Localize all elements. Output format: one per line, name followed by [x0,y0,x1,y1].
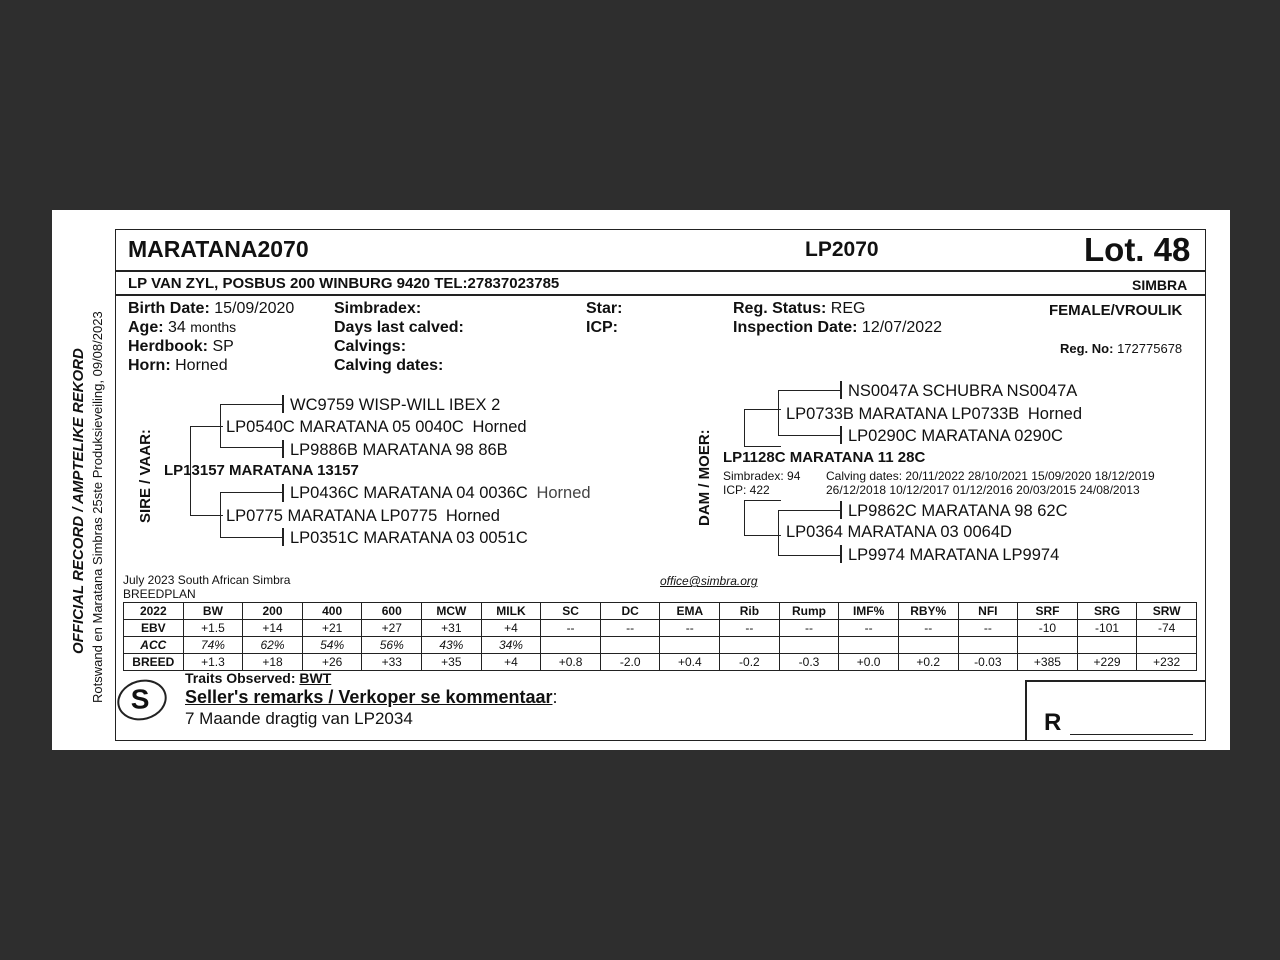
dam-dam-dam: LP9974 MARATANA LP9974 [848,546,1060,564]
traits-table [123,602,1197,671]
table-cell: +1.5 [183,620,243,637]
dam-sire [786,405,1082,424]
dam-sire-sire: NS0047A SCHUBRA NS0047A [848,382,1078,400]
table-cell [660,637,720,654]
dam-tick-2 [840,426,842,444]
breed-label: SIMBRA [1132,277,1188,293]
table-cell: +4 [481,620,541,637]
auction-label: Rotswand en Maratana Simbras 25ste Produksieveiling, 09/08/2023 [90,311,105,703]
sire-sire-name: LP0540C MARATANA 05 0040C [226,418,464,436]
table-cell: +33 [362,654,422,671]
reg-number [1060,341,1182,356]
table-cell: +1.3 [183,654,243,671]
table-cell: +385 [1018,654,1078,671]
table-cell: +27 [362,620,422,637]
sire-dam [226,507,500,526]
table-cell [720,637,780,654]
dam-label: DAM / MOER: [696,429,713,526]
herdbook-value: SP [212,338,234,355]
dam-sire-name: LP0733B MARATANA LP0733B [786,405,1020,423]
table-cell [779,637,839,654]
table-cell: 56% [362,637,422,654]
reg-status-label: Reg. Status: [733,300,827,317]
dam-calving-dates-2: 26/12/2018 10/12/2017 01/12/2016 20/03/2015 24/08/2013 [826,483,1140,497]
table-cell: 2022 [124,603,184,620]
sire-dam-note: Horned [445,507,500,525]
birth-date-label: Birth Date: [128,300,210,317]
horn-label: Horn: [128,357,171,374]
table-cell [1018,637,1078,654]
owner-divider [115,294,1206,296]
reg-number-value: 172775678 [1117,341,1183,356]
table-cell: +14 [243,620,303,637]
table-cell: RBY% [898,603,958,620]
horn-value: Horned [175,357,228,374]
table-cell: SRF [1018,603,1078,620]
table-cell: 74% [183,637,243,654]
dam-calving-dates-1: Calving dates: 20/11/2022 28/10/2021 15/09/2020 18/12/2019 [826,469,1155,483]
sire-dam-sire [290,484,591,503]
sire-dam-name: LP0775 MARATANA LP0775 [226,507,438,525]
table-cell: 34% [481,637,541,654]
inspection-date-value: 12/07/2022 [861,319,942,336]
table-cell: -- [779,620,839,637]
table-cell: MILK [481,603,541,620]
herdbook-label: Herdbook: [128,338,208,355]
horn [128,357,228,375]
table-cell [1077,637,1137,654]
inspection-date-label: Inspection Date: [733,319,858,336]
birth-date [128,300,294,318]
table-cell: +0.2 [898,654,958,671]
table-cell: -0.2 [720,654,780,671]
price-box-left [1025,680,1027,741]
table-cell: BW [183,603,243,620]
traits-observed-label: Traits Observed: [185,670,296,686]
age-unit: months [190,319,237,335]
animal-name: MARATANA2070 [128,236,309,262]
animal-id: LP2070 [805,238,879,261]
sire-dam-tick-3 [282,528,284,546]
sex-label: FEMALE/VROULIK [1049,302,1183,319]
remarks-heading [185,687,558,708]
owner-address: LP VAN ZYL, POSBUS 200 WINBURG 9420 TEL:27837023785 [128,275,560,292]
table-cell: -- [898,620,958,637]
dam-tick-4 [840,545,842,563]
sire-dam-dam: LP0351C MARATANA 03 0051C [290,529,528,547]
table-cell: ACC [124,637,184,654]
table-cell: -74 [1137,620,1197,637]
price-box-top [1025,680,1206,682]
logo-letter: S [130,683,150,715]
sire-sire [226,418,527,437]
sire-sire-tick [282,395,284,413]
evaluation-source: July 2023 South African Simbra [123,573,291,587]
sire-dam-sire-note: Horned [536,484,591,502]
sire-label: SIRE / VAAR: [137,429,154,523]
table-cell: Rib [720,603,780,620]
official-record-label: OFFICIAL RECORD / AMPTELIKE REKORD [70,348,87,654]
table-cell: +18 [243,654,303,671]
table-cell: +229 [1077,654,1137,671]
dam-dam: LP0364 MARATANA 03 0064D [786,523,1012,541]
table-cell: DC [600,603,660,620]
traits-observed-value: BWT [299,670,332,686]
price-field[interactable] [1070,734,1193,735]
sire-dam-sire-name: LP0436C MARATANA 04 0036C [290,484,528,502]
dam-simbradex: Simbradex: 94 [723,469,801,483]
traits-ebv-row [124,620,1197,637]
traits-observed [185,670,331,686]
remarks-text: 7 Maande dragtig van LP2034 [185,709,413,728]
table-cell: -- [720,620,780,637]
remarks-label: Seller's remarks / Verkoper se kommentaar [185,687,553,707]
table-cell: -- [660,620,720,637]
price-prefix: R [1044,709,1062,736]
table-cell: IMF% [839,603,899,620]
email-link[interactable]: office@simbra.org [660,574,758,588]
simbradex-label: Simbradex: [334,300,422,317]
table-cell: -101 [1077,620,1137,637]
table-cell: 54% [302,637,362,654]
table-cell: -- [839,620,899,637]
calving-dates-label: Calving dates: [334,357,444,374]
table-cell [958,637,1018,654]
table-cell: EBV [124,620,184,637]
birth-date-value: 15/09/2020 [214,300,295,317]
age-value: 34 [168,319,186,336]
table-cell: -10 [1018,620,1078,637]
table-cell [1137,637,1197,654]
traits-header-row [124,603,1197,620]
sire-sire-dam: LP9886B MARATANA 98 86B [290,441,508,459]
sire-dam-tick-1 [282,440,284,458]
table-cell: 400 [302,603,362,620]
table-cell: +31 [422,620,482,637]
remarks-colon: : [552,687,558,707]
table-cell: -- [541,620,601,637]
table-cell: BREED [124,654,184,671]
table-cell [839,637,899,654]
table-cell: +0.4 [660,654,720,671]
dam-dam-bracket [744,500,781,536]
table-cell: -2.0 [600,654,660,671]
table-cell: +21 [302,620,362,637]
table-cell: +26 [302,654,362,671]
reg-number-label: Reg. No: [1060,341,1114,356]
days-last-calved-label: Days last calved: [334,319,464,336]
table-cell: MCW [422,603,482,620]
reg-status [733,300,865,318]
table-cell: SRG [1077,603,1137,620]
table-cell: EMA [660,603,720,620]
star-label: Star: [586,300,623,317]
table-cell [600,637,660,654]
table-cell: +232 [1137,654,1197,671]
table-cell: +35 [422,654,482,671]
table-cell: +4 [481,654,541,671]
dam-sire-bracket [744,409,781,447]
dam-sire-dam: LP0290C MARATANA 0290C [848,427,1063,445]
lot-number: Lot. 48 [1084,231,1191,268]
table-cell: 600 [362,603,422,620]
table-cell [898,637,958,654]
table-cell: SC [541,603,601,620]
evaluation-system: BREEDPLAN [123,587,196,601]
table-cell: +0.0 [839,654,899,671]
table-cell: NFI [958,603,1018,620]
table-cell: 62% [243,637,303,654]
dam-tick-1 [840,381,842,399]
dam-icp: ICP: 422 [723,483,770,497]
dam-tick-3 [840,501,842,519]
icp-label: ICP: [586,319,618,336]
table-cell: 200 [243,603,303,620]
sire-sire-sire: WC9759 WISP-WILL IBEX 2 [290,396,501,414]
age-label: Age: [128,319,164,336]
table-cell: +0.8 [541,654,601,671]
reg-status-value: REG [830,300,866,317]
sire-sire-note: Horned [472,418,527,436]
dam-dam-sire: LP9862C MARATANA 98 62C [848,502,1068,520]
traits-acc-row [124,637,1197,654]
sire-dam-tick-2 [282,484,284,502]
table-cell: -0.03 [958,654,1018,671]
age [128,319,236,337]
herdbook [128,338,234,356]
table-cell: Rump [779,603,839,620]
calvings-label: Calvings: [334,338,407,355]
table-cell: SRW [1137,603,1197,620]
table-cell: -0.3 [779,654,839,671]
traits-breed-row [124,654,1197,671]
table-cell: -- [600,620,660,637]
dam-name: LP1128C MARATANA 11 28C [723,449,926,466]
sire-name: LP13157 MARATANA 13157 [164,462,359,479]
inspection-date [733,319,942,337]
dam-sire-note: Horned [1027,405,1082,423]
table-cell: 43% [422,637,482,654]
table-cell: -- [958,620,1018,637]
header-divider [115,270,1206,272]
table-cell [541,637,601,654]
